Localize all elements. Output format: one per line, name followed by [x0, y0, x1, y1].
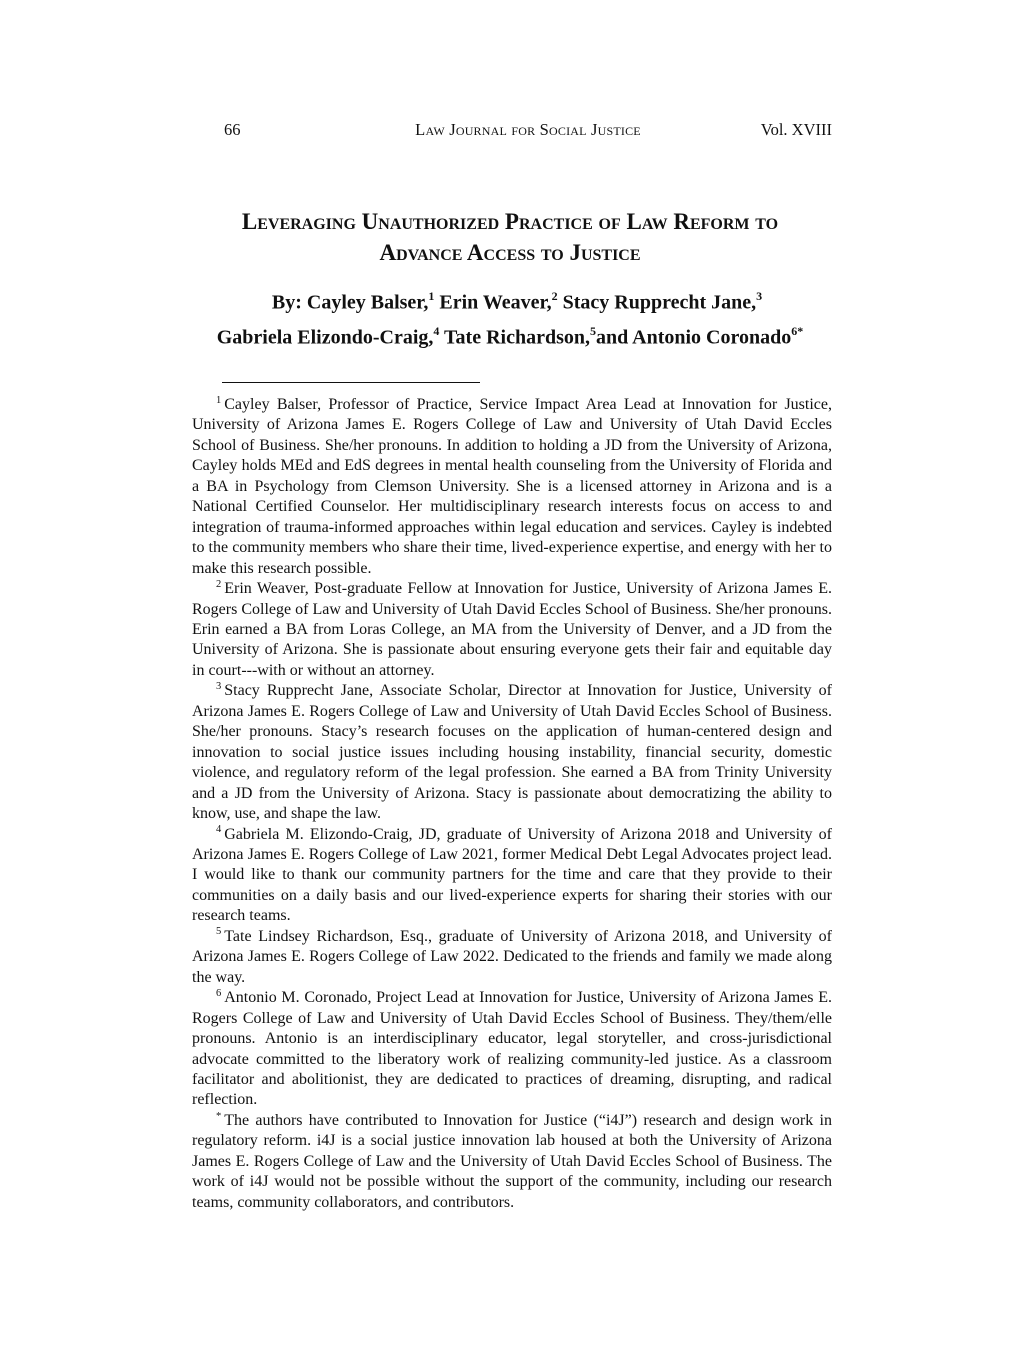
footnote-text: Tate Lindsey Richardson, Esq., graduate of University of Arizona 2018, and University of Arizona James E. Rogers College of Law 2022. Dedicated to the friends and family we made along the way. [192, 927, 832, 986]
author-name: and Antonio Coronado [596, 326, 792, 349]
footnote-text: Gabriela M. Elizondo-Craig, JD, graduate of University of Arizona 2018 and University of Arizona James E. Rogers College of Law 2021, former Medical Debt Legal Advocates project lead. I would like to thank our community partners for the time and care that they provide to their communities on a daily basis and our lived-experience experts for sharing their stories with our research teams. [192, 825, 832, 925]
footnote-ref[interactable]: 3 [756, 289, 763, 303]
author-name: Erin Weaver, [439, 291, 552, 314]
article-title [180, 206, 840, 268]
journal-title: Law Journal for Social Justice [415, 120, 641, 139]
footnote-star [192, 1111, 832, 1213]
byline-prefix: By: [271, 291, 307, 314]
footnote-text: Erin Weaver, Post-graduate Fellow at Innovation for Justice, University of Arizona James E. Rogers College of Law and University of Utah David Eccles School of Business. She/her pronouns. Erin earned a BA from Loras College, an MA from the University of Denver, and a JD from the University of Arizona. She is passionate about ensuring everyone gets their fair and equitable day in court---with or without an attorney. [192, 580, 832, 679]
footnote-6 [192, 988, 832, 1111]
running-head [224, 120, 832, 142]
footnote-mark: 5 [216, 926, 222, 938]
footnote-text: Antonio M. Coronado, Project Lead at Innovation for Justice, University of Arizona James E. Rogers College of Law and University of Utah David Eccles School of Business. They/them/elle pronouns. Antonio is an interdisciplinary educator, legal storyteller, and cross-jurisdictional advocate committed to the liberatory work of realizing community-led justice. As a classroom facilitator and abolitionist, they are dedicated to practices of dreaming, disrupting, and radical reflection. [192, 989, 832, 1109]
article-title-line-1: Leveraging Unauthorized Practice of Law Reform to [241, 209, 779, 234]
footnote-ref[interactable]: 5 [590, 323, 596, 338]
author-byline [150, 283, 870, 352]
author-name: Gabriela Elizondo-Craig, [216, 326, 434, 349]
footnote-text: Cayley Balser, Professor of Practice, Service Impact Area Lead at Innovation for Justice, University of Arizona James E. Rogers College of Law and University of Utah David Eccles School of Business. She/her pronouns. In addition to holding a JD from the University of Arizona, Cayley holds MEd and EdS degrees in mental health counseling from the University of Florida and a BA in Psychology from Clemson University. She is a licensed attorney in Arizona and is a National Certified Counselor. Her multidisciplinary research interests focus on access to and integration of trauma-informed approaches within legal education and services. Cayley is indebted to the community members who share their time, lived-experience expertise, and energy with her to make this research possible. [192, 396, 832, 577]
footnote-mark: 4 [216, 824, 222, 836]
footnote-ref[interactable]: 1 [428, 289, 435, 303]
footnote-4 [192, 825, 832, 927]
article-title-line-2: Advance Access to Justice [379, 240, 641, 265]
footnote-ref[interactable]: 4 [433, 323, 440, 338]
footnote-mark: 2 [216, 578, 222, 590]
volume-label: Vol. XVIII [760, 120, 832, 139]
byline-line-1 [150, 283, 870, 318]
page-number: 66 [224, 120, 241, 139]
footnote-ref[interactable]: 2 [551, 289, 558, 303]
footnote-mark: * [216, 1110, 222, 1122]
footnote-text: Stacy Rupprecht Jane, Associate Scholar, Director at Innovation for Justice, University of Arizona James E. Rogers College of Law and University of Utah David Eccles School of Business. She/her pronouns. Stacy’s research focuses on the application of human-centered design and innovation to social justice issues including housing instability, financial security, domestic violence, and regulatory reform of the legal profession. She earned a BA from Trinity University and a JD from the University of Arizona. Stacy is passionate about democratizing the ability to know, use, and shape the law. [192, 682, 832, 823]
footnote-separator [222, 382, 480, 383]
footnote-5 [192, 927, 832, 988]
footnote-2 [192, 579, 832, 681]
author-name: Stacy Rupprecht Jane, [562, 291, 757, 314]
footnote-3 [192, 681, 832, 824]
footnote-mark: 3 [216, 681, 222, 693]
byline-line-2 [150, 318, 870, 353]
footnote-mark: 1 [216, 394, 222, 406]
author-name: Cayley Balser, [306, 291, 429, 314]
footnote-1 [192, 395, 832, 579]
footnotes [192, 395, 832, 1213]
author-name: Tate Richardson, [444, 326, 590, 349]
footnote-text: The authors have contributed to Innovation for Justice (“i4J”) research and design work in regulatory reform. i4J is a social justice innovation lab housed at both the University of Arizona James E. Rogers College of Law and the University of Utah David Eccles School of Business. The work of i4J would not be possible without the support of the community, including our research teams, community collaborators, and contributors. [192, 1111, 832, 1211]
footnote-ref[interactable]: 6* [791, 323, 804, 338]
footnote-mark: 6 [216, 987, 222, 999]
